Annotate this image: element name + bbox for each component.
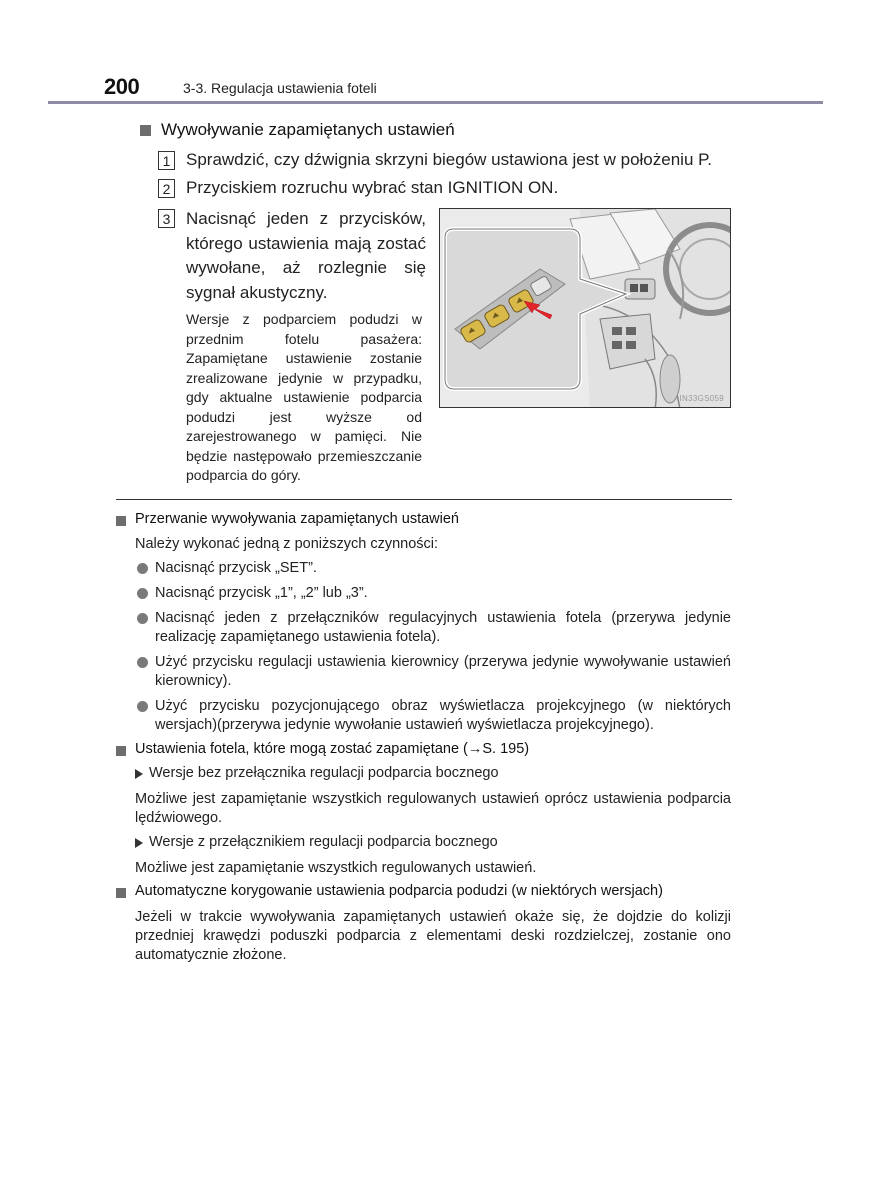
round-bullet-icon bbox=[137, 588, 148, 599]
square-bullet-icon bbox=[116, 516, 126, 526]
door-panel-illustration bbox=[440, 209, 731, 408]
square-bullet-icon bbox=[140, 125, 151, 136]
round-bullet-icon bbox=[137, 613, 148, 624]
page-header bbox=[0, 0, 877, 110]
square-bullet-icon bbox=[116, 746, 126, 756]
interrupt-intro: Należy wykonać jedną z poniższych czynności: bbox=[135, 536, 439, 552]
step-text: Sprawdzić, czy dźwignia skrzyni biegów ustawiona jest w położeniu P. bbox=[186, 150, 712, 169]
step-text: Przyciskiem rozruchu wybrać stan IGNITION ON. bbox=[186, 178, 559, 197]
variant-2-text: Możliwe jest zapamiętanie wszystkich regulowanych ustawień. bbox=[135, 860, 537, 876]
variant-1-text: Możliwe jest zapamiętanie wszystkich regulowanych ustawień oprócz ustawienia podparcia lędźwiowego. bbox=[135, 791, 731, 826]
step-text: Nacisnąć jeden z przycisków, którego ustawienia mają zostać wywołane, aż rozlegnie się sygnał akustyczny. bbox=[186, 209, 426, 302]
page-number: 200 bbox=[104, 74, 140, 99]
round-bullet-icon bbox=[137, 657, 148, 668]
header-rule bbox=[48, 101, 823, 104]
round-bullet-icon bbox=[137, 563, 148, 574]
triangle-bullet-icon bbox=[135, 769, 143, 779]
round-bullet-icon bbox=[137, 701, 148, 712]
step-number-box: 3 bbox=[158, 209, 175, 228]
chapter-title: 3-3. Regulacja ustawienia foteli bbox=[183, 80, 377, 96]
memory-buttons-illustration bbox=[439, 208, 731, 408]
step-number-box: 1 bbox=[158, 151, 175, 170]
step-number-box: 2 bbox=[158, 179, 175, 198]
section-divider bbox=[116, 499, 732, 500]
note-leg-support: Wersje z podparciem podudzi w przednim fotelu pasażera: Zapamiętane ustawienie zostanie zrealizowane jedynie w przypadku, gdy aktualne ustawienie podparcia podudzi jest wyższe od zarejestrowanego w pamięci. Nie będzie następowało przemieszczanie podparcia do góry. bbox=[186, 311, 422, 483]
square-bullet-icon bbox=[116, 888, 126, 898]
auto-correct-text: Jeżeli w trakcie wywoływania zapamiętanych ustawień okaże się, że dojdzie do kolizji przedniej krawędzi poduszki podparcia z elementami deski rozdzielczej, zostanie ono automatycznie złożone. bbox=[135, 909, 731, 963]
figure-code: IN33GS059 bbox=[679, 394, 724, 403]
triangle-bullet-icon bbox=[135, 838, 143, 848]
